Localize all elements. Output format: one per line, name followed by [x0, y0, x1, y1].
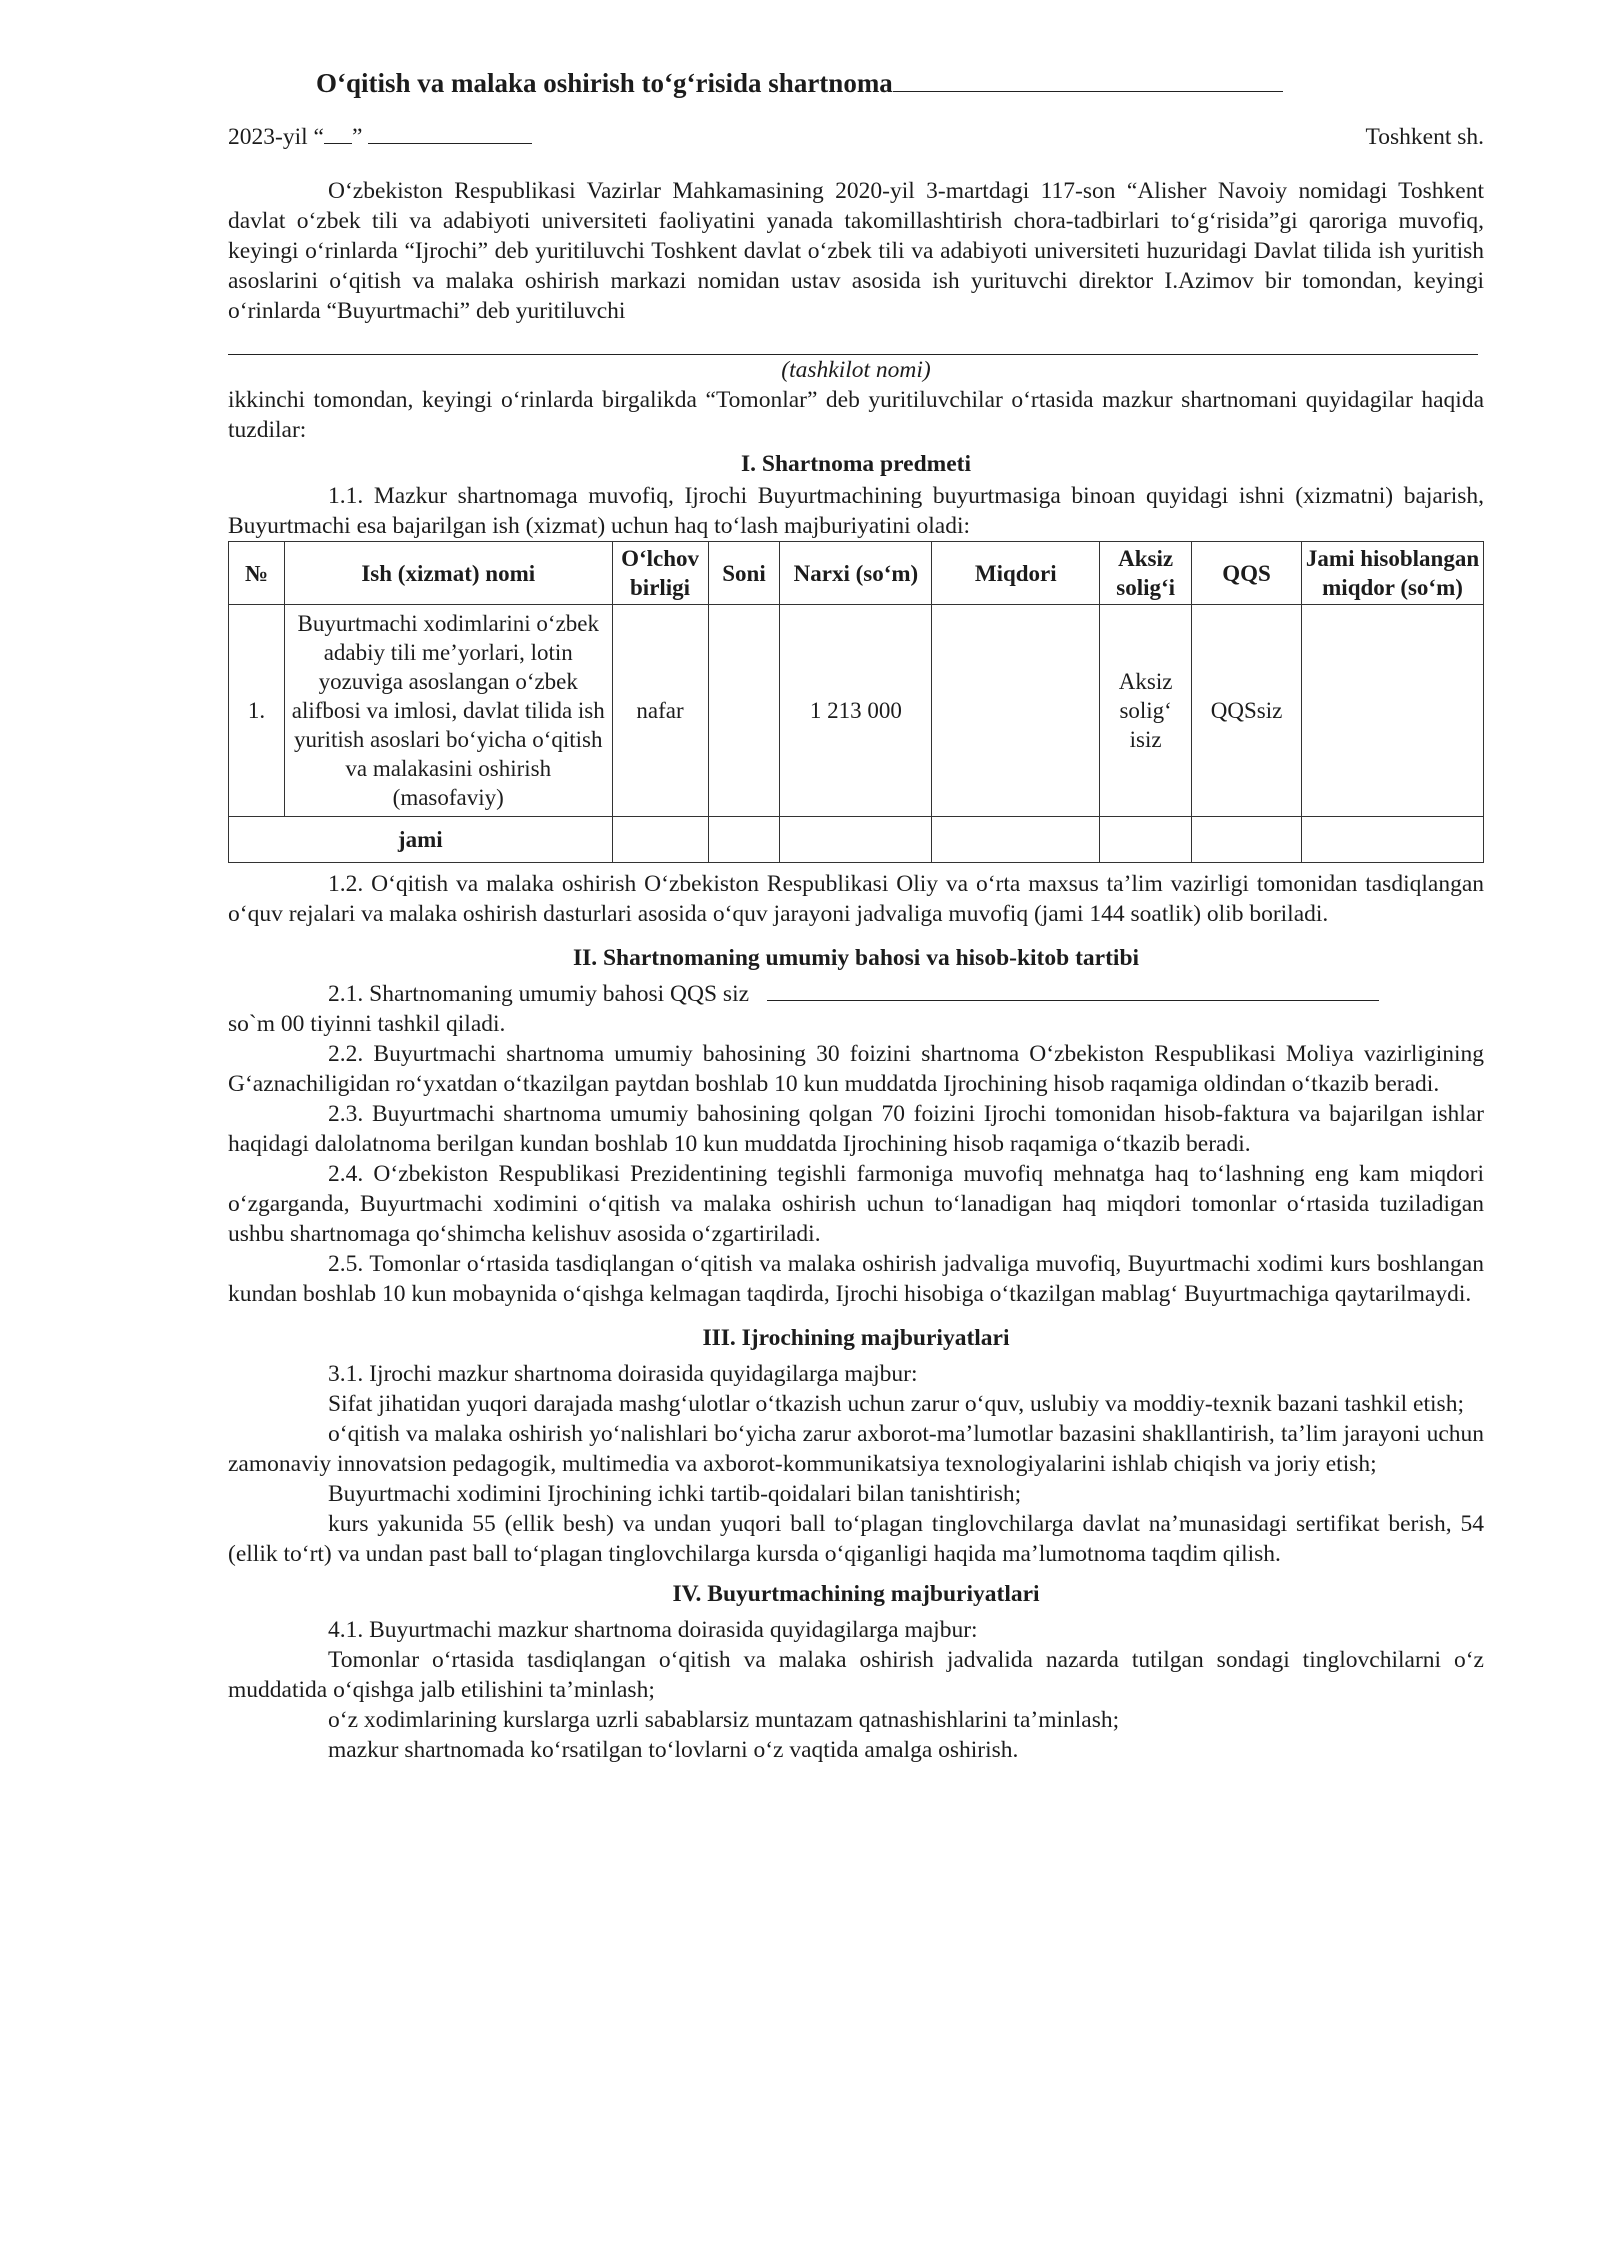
- section-3-heading: III. Ijrochining majburiyatlari: [702, 1325, 1010, 1351]
- list-item: Tomonlar o‘rtasida tasdiqlangan o‘qitish va malaka oshirish jadvalida nazarda tutilgan sondagi tinglovchilarni o‘z muddatida o‘qishga jalb etilishini ta’minlash;: [228, 1647, 1484, 1703]
- list-item: o‘qitish va malaka oshirish yo‘nalishlari bo‘yicha zarur axborot-ma’lumotlar bazasini shakllantirish, ta’lim jarayoni uchun zamonaviy innovatsion pedagogik, multimedia va axborot-kommunikatsiya texnologiyalarini ishlab chiqish va joriy etish;: [228, 1421, 1484, 1477]
- clause-1-2: 1.2. O‘qitish va malaka oshirish O‘zbekiston Respublikasi Oliy va o‘rta maxsus ta’lim vazirligi tomonidan tasdiqlangan o‘quv rejalari va malaka oshirish dasturlari asosida o‘quv jarayoni jadvaliga muvofiq (jami 144 soatlik) olib boriladi.: [228, 871, 1484, 927]
- service-name: Buyurtmachi xodimlarini o‘zbek adabiy tili me’yorlari, lotin yozuviga asoslangan o‘zbek alifbosi va imlosi, davlat tilida ish yuritish asoslari bo‘yicha o‘qitish va malakasini oshirish (masofaviy): [284, 605, 612, 817]
- total-label: jami: [229, 817, 613, 863]
- services-table: [228, 541, 1484, 863]
- empty-cell: [612, 817, 708, 863]
- qty-cell: [708, 605, 780, 817]
- excise-cell: Aksiz solig‘ isiz: [1100, 605, 1192, 817]
- header-cell: Soni: [708, 542, 780, 605]
- org-caption: (tashkilot nomi): [781, 357, 931, 383]
- header-cell: Ish (xizmat) nomi: [284, 542, 612, 605]
- header-cell: Jami hisoblangan miqdor (so‘m): [1302, 542, 1484, 605]
- table-row: [229, 605, 1484, 817]
- empty-cell: [1100, 817, 1192, 863]
- section-4-heading: IV. Buyurtmachining majburiyatlari: [672, 1581, 1040, 1607]
- clause-2-5: 2.5. Tomonlar o‘rtasida tasdiqlangan o‘qitish va malaka oshirish jadvaliga muvofiq, Buyurtmachi xodimi kurs boshlangan kundan boshlab 10 kun mobaynida o‘qishga kelmagan taqdirda, Ijrochi hisobiga o‘tkazilgan mablag‘ Buyurtmachiga qaytarilmaydi.: [228, 1251, 1484, 1307]
- total-price-blank: [767, 999, 1379, 1001]
- clause-1-1: 1.1. Mazkur shartnomaga muvofiq, Ijrochi Buyurtmachining buyurtmasiga binoan quyidagi ishni (xizmatni) bajarish, Buyurtmachi esa bajarilgan ish (xizmat) uchun haq to‘lash majburiyatini oladi:: [228, 483, 1484, 539]
- header-cell: QQS: [1192, 542, 1302, 605]
- empty-cell: [1302, 817, 1484, 863]
- table-header-row: [229, 542, 1484, 605]
- unit-cell: nafar: [612, 605, 708, 817]
- title-text: O‘qitish va malaka oshirish to‘g‘risida shartnoma: [316, 68, 893, 98]
- list-item: mazkur shartnomada ko‘rsatilgan to‘lovlarni o‘z vaqtida amalga oshirish.: [328, 1737, 1019, 1763]
- header-cell: O‘lchov birligi: [612, 542, 708, 605]
- total-cell: [1302, 605, 1484, 817]
- header-cell: Miqdori: [932, 542, 1100, 605]
- intro-end-paragraph: ikkinchi tomondan, keyingi o‘rinlarda birgalikda “Tomonlar” deb yuritiluvchilar o‘rtasida mazkur shartnomani quyidagilar haqida tuzdilar:: [228, 387, 1484, 443]
- clause-3-1: 3.1. Ijrochi mazkur shartnoma doirasida quyidagilarga majbur:: [328, 1361, 918, 1387]
- org-name-blank: [228, 332, 1478, 355]
- day-blank: [324, 142, 352, 144]
- section-2-heading: II. Shartnomaning umumiy bahosi va hisob-kitob tartibi: [572, 945, 1140, 971]
- intro-paragraph: O‘zbekiston Respublikasi Vazirlar Mahkamasining 2020-yil 3-martdagi 117-son “Alisher Navoiy nomidagi Toshkent davlat o‘zbek tili va adabiyoti universiteti faoliyatini yanada takomillashtirish chora-tadbirlari to‘g‘risida”gi qaroriga muvofiq, keyingi o‘rinlarda “Ijrochi” deb yuritiluvchi Toshkent davlat o‘zbek tili va adabiyoti universiteti huzuridagi Davlat tilida ish yuritish asoslarini o‘qitish va malaka oshirish markazi nomidan ustav asosida ish yurituvchi direktor I.Azimov bir tomondan, keyingi o‘rinlarda “Buyurtmachi” deb yuritiluvchi: [228, 178, 1484, 324]
- date-field: [228, 122, 532, 152]
- date-line: [228, 122, 1484, 152]
- date-mid: ”: [351, 124, 363, 150]
- clause-4-1: 4.1. Buyurtmachi mazkur shartnoma doirasida quyidagilarga majbur:: [328, 1617, 978, 1643]
- header-cell: Aksiz solig‘i: [1100, 542, 1192, 605]
- list-item: kurs yakunida 55 (ellik besh) va undan yuqori ball to‘plagan tinglovchilarga davlat na’munasidagi sertifikat berish, 54 (ellik to‘rt) va undan past ball to‘plagan tinglovchilarga kursda o‘qiganligi haqida ma’lumotnoma taqdim qilish.: [228, 1511, 1484, 1567]
- document-body: [228, 66, 1484, 1765]
- empty-cell: [932, 817, 1100, 863]
- clause-2-1: [228, 979, 1484, 1009]
- document-title: [316, 66, 1484, 100]
- header-cell: №: [229, 542, 285, 605]
- clause-2-2: 2.2. Buyurtmachi shartnoma umumiy bahosining 30 foizini shartnoma O‘zbekiston Respublikasi Moliya vazirligining G‘aznachiligidan ro‘yxatdan o‘tkazilgan paytdan boshlab 10 kun muddatda Ijrochining hisob raqamiga oldindan o‘tkazib beradi.: [228, 1041, 1484, 1097]
- header-cell: Narxi (so‘m): [780, 542, 932, 605]
- clause-2-1-text: 2.1. Shartnomaning umumiy bahosi QQS siz: [328, 981, 750, 1007]
- table-total-row: [229, 817, 1484, 863]
- empty-cell: [780, 817, 932, 863]
- row-number: 1.: [229, 605, 285, 817]
- amount-cell: [932, 605, 1100, 817]
- clause-2-3: 2.3. Buyurtmachi shartnoma umumiy bahosining qolgan 70 foizini Ijrochi tomonidan hisob-faktura va bajarilgan ishlar haqidagi dalolatnoma berilgan kundan boshlab 10 kun muddatda Ijrochining hisob raqamiga o‘tkazib beradi.: [228, 1101, 1484, 1157]
- clause-2-1-end: so`m 00 tiyinni tashkil qiladi.: [228, 1011, 506, 1037]
- city: Toshkent sh.: [1365, 124, 1484, 150]
- vat-cell: QQSsiz: [1192, 605, 1302, 817]
- empty-cell: [708, 817, 780, 863]
- price-cell: 1 213 000: [780, 605, 932, 817]
- empty-cell: [1192, 817, 1302, 863]
- list-item: Buyurtmachi xodimini Ijrochining ichki tartib-qoidalari bilan tanishtirish;: [328, 1481, 1022, 1507]
- date-prefix: 2023-yil “: [228, 124, 324, 150]
- list-item: Sifat jihatidan yuqori darajada mashg‘ulotlar o‘tkazish uchun zarur o‘quv, uslubiy va moddiy-texnik bazani tashkil etish;: [328, 1391, 1464, 1417]
- section-1-heading: I. Shartnoma predmeti: [741, 451, 971, 477]
- clause-2-4: 2.4. O‘zbekiston Respublikasi Prezidentining tegishli farmoniga muvofiq mehnatga haq to‘lashning eng kam miqdori o‘zgarganda, Buyurtmachi xodimini o‘qitish va malaka oshirish uchun to‘lanadigan haq miqdori tomonlar o‘rtasida tuziladigan ushbu shartnomaga qo‘shimcha kelishuv asosida o‘zgartiriladi.: [228, 1161, 1484, 1247]
- title-blank-line: [893, 90, 1283, 92]
- month-blank: [368, 142, 532, 144]
- list-item: o‘z xodimlarining kurslarga uzrli sabablarsiz muntazam qatnashishlarini ta’minlash;: [328, 1707, 1120, 1733]
